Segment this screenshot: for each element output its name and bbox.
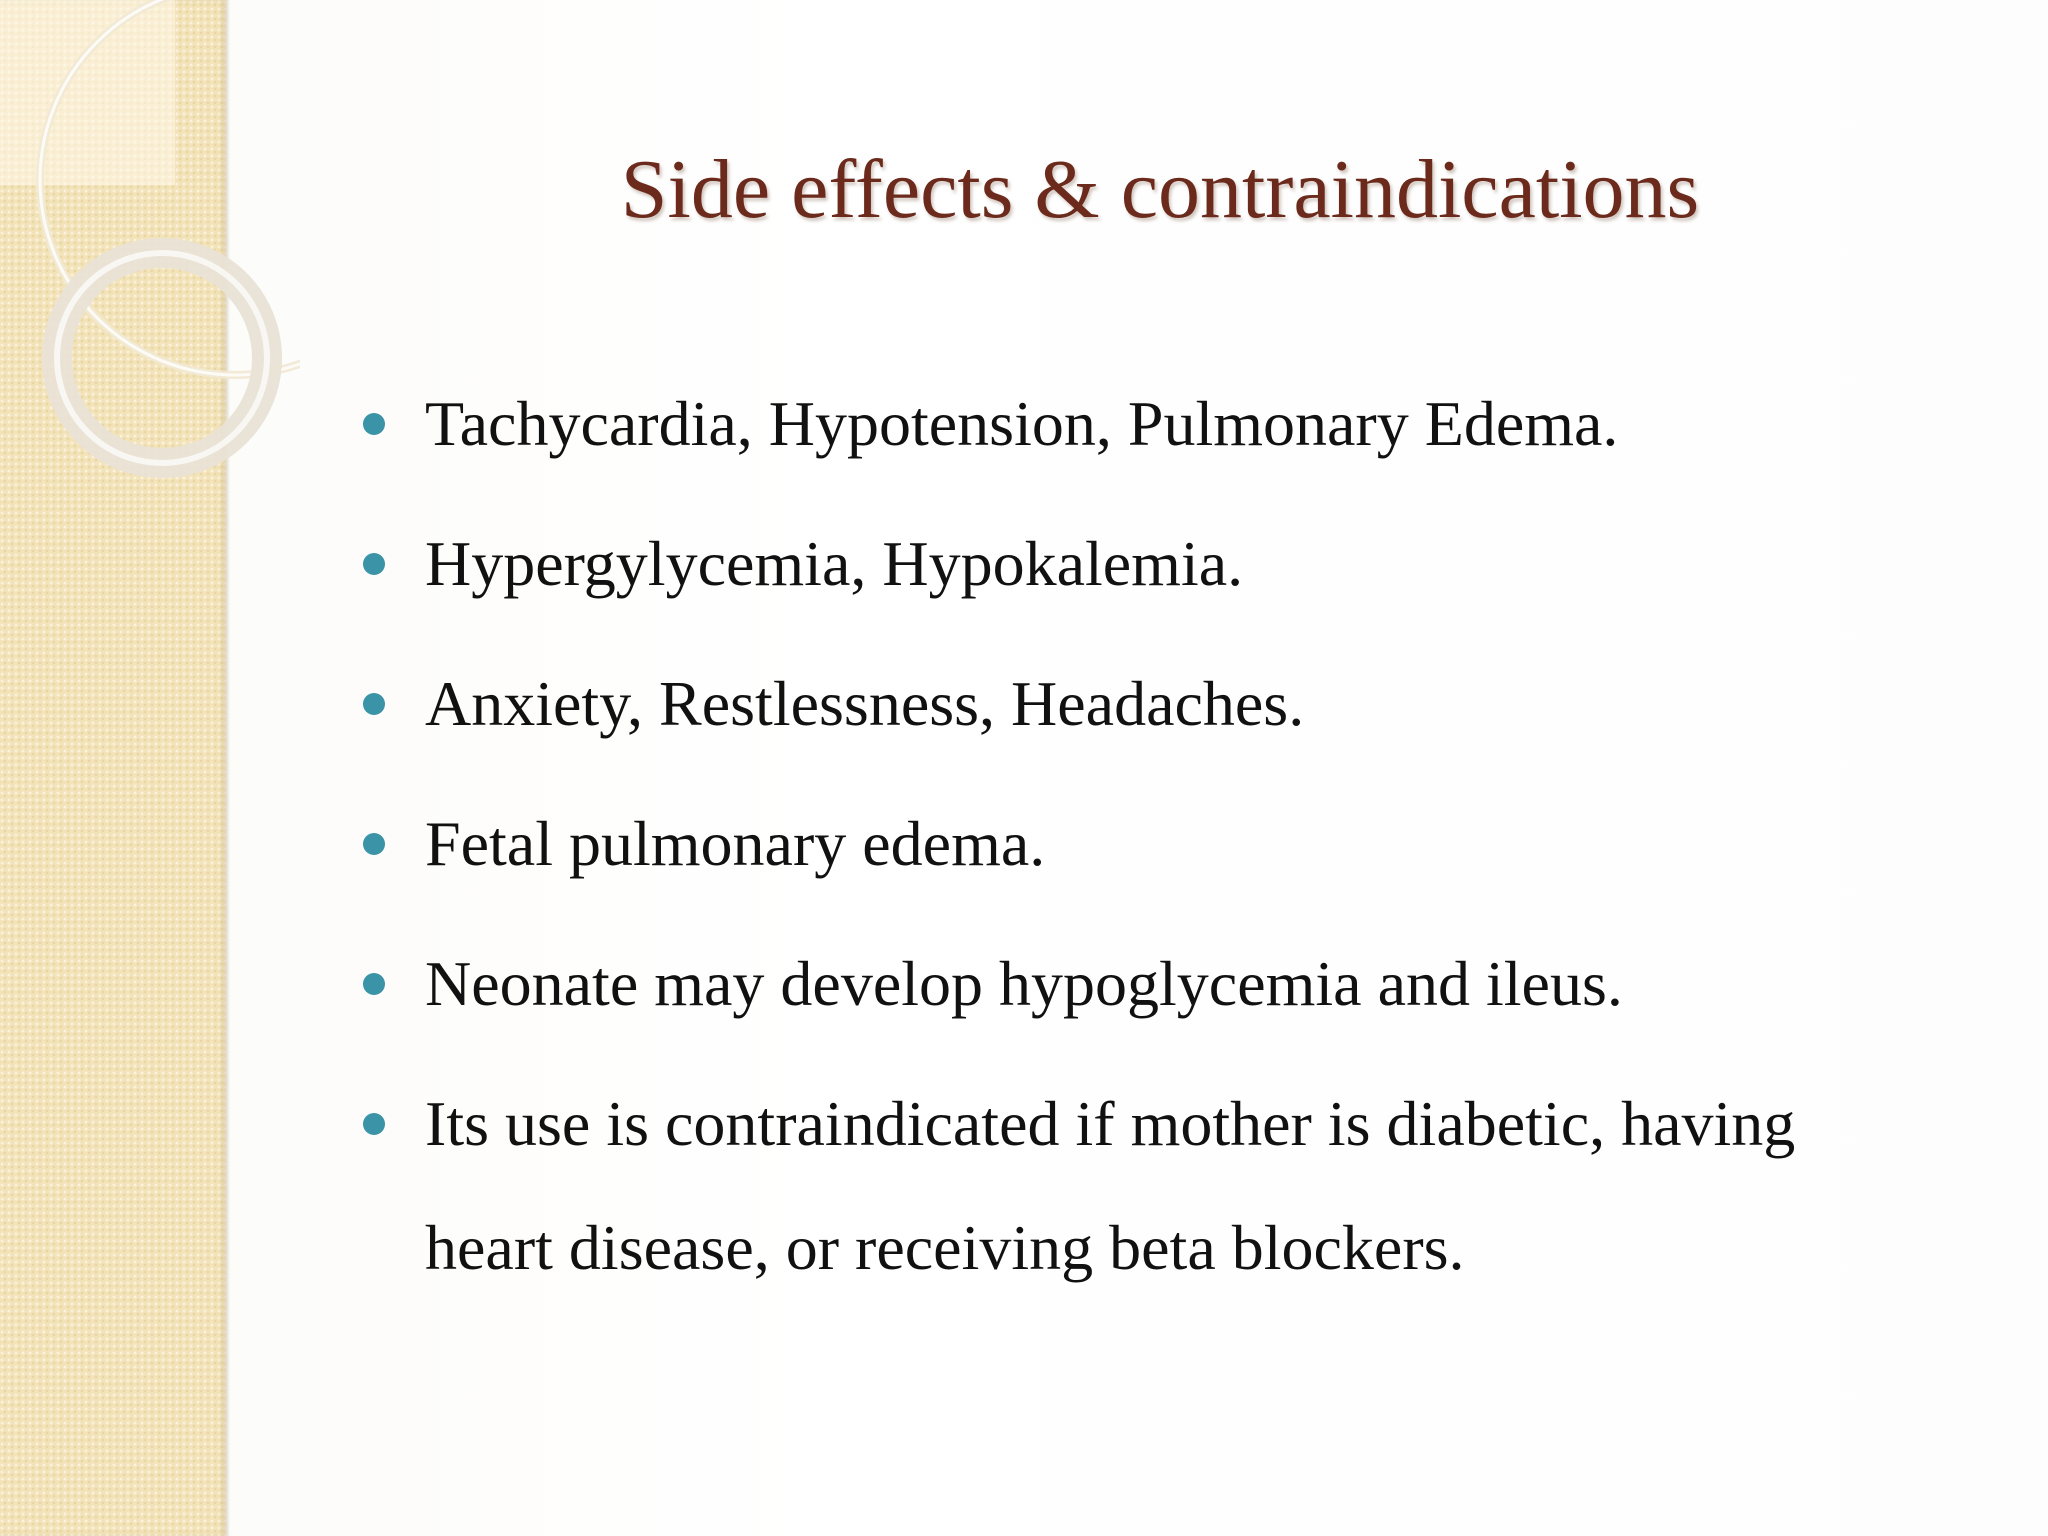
bullet-dot-icon [363, 693, 385, 715]
bullet-item [355, 502, 1915, 626]
bullet-text: Fetal pulmonary edema. [425, 808, 1046, 879]
bullet-text: Neonate may develop hypoglycemia and ileus. [425, 948, 1623, 1019]
slide-title: Side effects & contraindications [620, 143, 1700, 236]
bullet-dot-icon [363, 1113, 385, 1135]
bullet-text: Hypergylycemia, Hypokalemia. [425, 528, 1244, 599]
bullet-text: Its use is contraindicated if mother is diabetic, having heart disease, or receiving beta blockers. [425, 1088, 1796, 1283]
decorative-corner-panel [0, 0, 175, 185]
side-strip-shadow [226, 0, 230, 1536]
bullet-text: Tachycardia, Hypotension, Pulmonary Edema. [425, 388, 1619, 459]
bullet-item [355, 642, 1915, 766]
bullet-list [355, 362, 1915, 1326]
bullet-dot-icon [363, 833, 385, 855]
bullet-item [355, 782, 1915, 906]
bullet-dot-icon [363, 413, 385, 435]
decorative-side-strip [0, 0, 226, 1536]
bullet-item [355, 1062, 1915, 1310]
bullet-item [355, 922, 1915, 1046]
bullet-text: Anxiety, Restlessness, Headaches. [425, 668, 1305, 739]
bullet-dot-icon [363, 553, 385, 575]
bullet-dot-icon [363, 973, 385, 995]
bullet-item [355, 362, 1915, 486]
